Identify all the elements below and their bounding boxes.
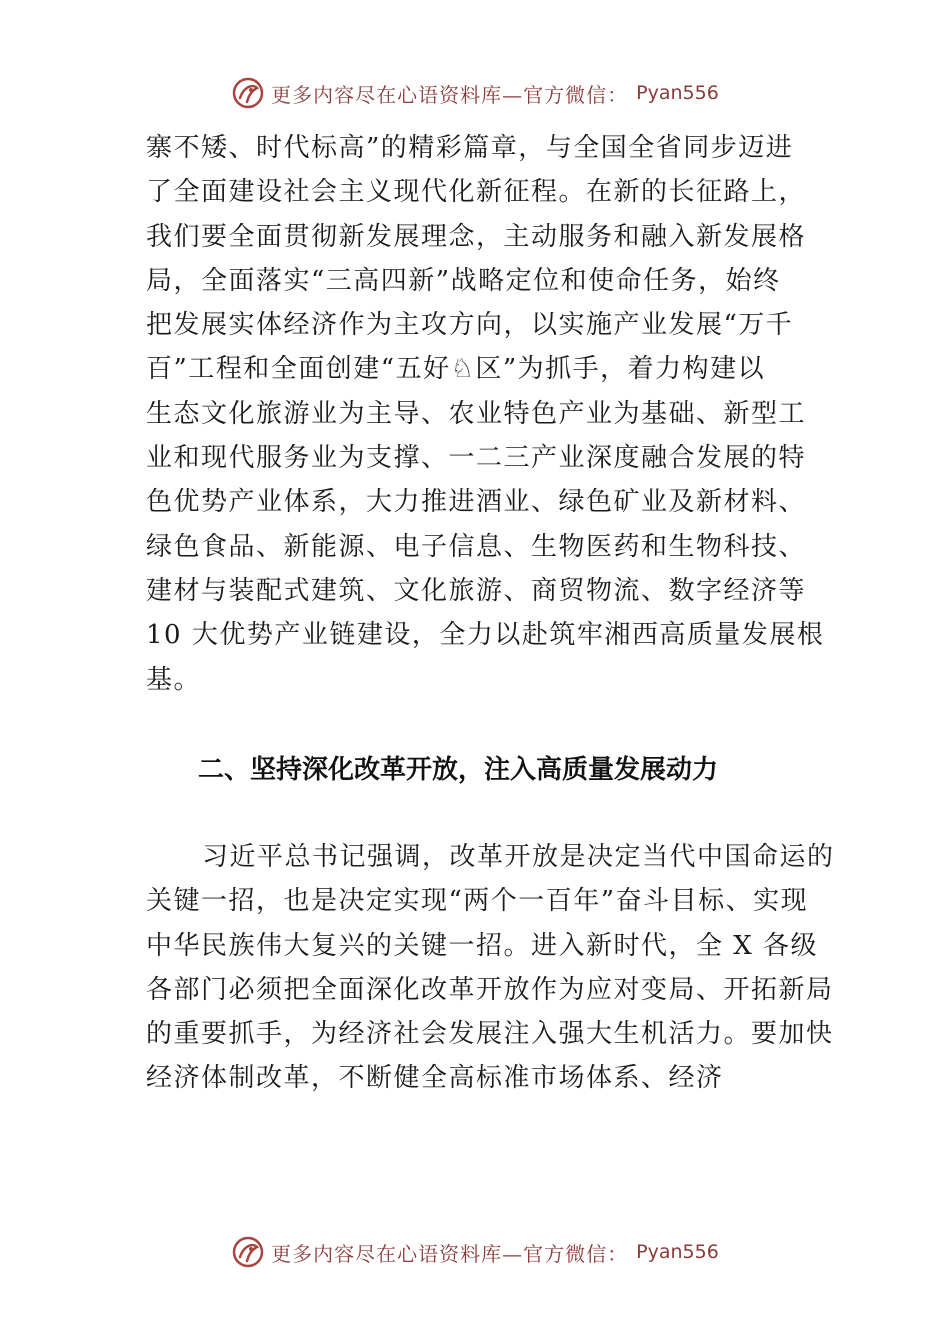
- watermark-wechat-id: Pyan556: [636, 82, 719, 104]
- text-line: 基。: [146, 664, 202, 695]
- text-line: 绿色食品、新能源、电子信息、生物医药和生物科技、: [146, 531, 807, 562]
- watermark-text: 更多内容尽在心语资料库—官方微信：: [271, 1241, 629, 1266]
- paragraph-1: [146, 126, 825, 702]
- text-line: 百”工程和全面创建“五好♘区”为抓手，着力构建以: [146, 354, 766, 385]
- watermark-text: 更多内容尽在心语资料库—官方微信：: [271, 82, 629, 107]
- seal-logo-icon: [231, 1235, 265, 1269]
- text-line: 10 大优势产业链建设，全力以赴筑牢湘西高质量发展根: [146, 620, 825, 651]
- paragraph-2: [146, 835, 835, 1101]
- text-line: 色优势产业体系，大力推进酒业、绿色矿业及新材料、: [146, 487, 807, 518]
- text-line: 的重要抓手，为经济社会发展注入强大生机活力。要加快: [146, 1019, 834, 1050]
- text-line: 习近平总书记强调，改革开放是决定当代中国命运的: [202, 842, 835, 872]
- text-line: 把发展实体经济作为主攻方向，以实施产业发展“万千: [146, 310, 794, 341]
- text-line: 业和现代服务业为支撑、一二三产业深度融合发展的特: [146, 443, 807, 474]
- text-line: 各部门必须把全面深化改革开放作为应对变局、开拓新局: [146, 974, 834, 1005]
- text-line: 了全面建设社会主义现代化新征程。在新的长征路上，: [146, 177, 807, 208]
- section-heading: 二、坚持深化改革开放，注入高质量发展动力: [198, 755, 719, 785]
- text-line: 局，全面落实“三高四新”战略定位和使命任务，始终: [146, 265, 781, 296]
- text-line: 建材与装配式建筑、文化旅游、商贸物流、数字经济等: [146, 575, 807, 606]
- watermark-wechat-id: Pyan556: [636, 1241, 719, 1263]
- header-watermark: [0, 71, 950, 115]
- text-line: 关键一招，也是决定实现“两个一百年”奋斗目标、实现: [146, 886, 809, 917]
- text-line: 寨不矮、时代标高”的精彩篇章，与全国全省同步迈进: [146, 133, 794, 163]
- text-line: 经济体制改革，不断健全高标准市场体系、经济: [146, 1063, 724, 1094]
- text-line: 生态文化旅游业为主导、农业特色产业为基础、新型工: [146, 398, 807, 429]
- seal-logo-icon: [231, 76, 265, 110]
- text-line: 我们要全面贯彻新发展理念，主动服务和融入新发展格: [146, 221, 807, 252]
- text-line: 中华民族伟大复兴的关键一招。进入新时代，全 X 各级: [146, 930, 819, 961]
- footer-watermark: [0, 1230, 950, 1274]
